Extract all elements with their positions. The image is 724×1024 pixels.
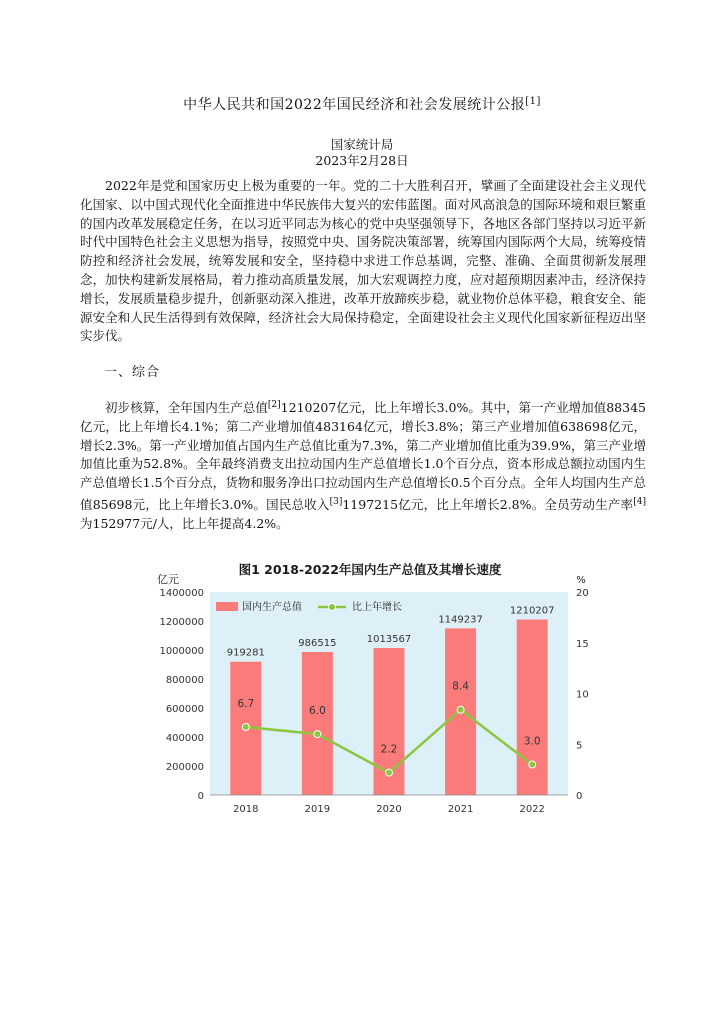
growth-point-2018 (242, 723, 249, 730)
summary-paragraph (80, 396, 646, 534)
intro-paragraph (80, 177, 646, 346)
left-tick-label: 600000 (165, 704, 204, 715)
left-tick-label: 1000000 (159, 646, 204, 657)
x-tick-label: 2020 (376, 804, 402, 815)
growth-value-label: 6.7 (237, 697, 255, 710)
left-axis-unit: 亿元 (157, 573, 179, 586)
legend-line-marker (329, 604, 336, 611)
growth-value-label: 2.2 (380, 743, 398, 756)
right-tick-label: 5 (576, 740, 583, 752)
left-tick-label: 800000 (165, 675, 204, 686)
summary-text-b: 1210207亿元，比上年增长3.0%。其中，第一产业增加值88345亿元，比上年增长4.1%；第二产业增加值483164亿元，增长3.8%；第三产业增加值638698亿元，增长2.3%。第一产业增加值占国内生产总值比重为7.3%，第二产业增加值比重为39.9%，第三产业增加值比重为52.8%。全年最终消费支出拉动国内生产总值增长1.0个百分点，资本形成总额拉动国内生产总值增长1.5个百分点，货物和服务净出口拉动国内生产总值增长0.5个百分点。全年人均国内生产总值85698元，比上年增长3.0%。国民总收入 (80, 400, 646, 512)
right-tick-label: 20 (576, 588, 589, 599)
right-tick-label: 15 (576, 638, 589, 650)
growth-point-2019 (314, 731, 321, 738)
growth-point-2022 (529, 761, 536, 768)
x-tick-label: 2021 (447, 804, 474, 815)
summary-text-a: 初步核算，全年国内生产总值 (105, 400, 268, 415)
summary-text-d: 为152977元/人，比上年提高4.2%。 (80, 515, 289, 531)
bar-value-label: 1149237 (438, 614, 483, 626)
publish-date: 2023年2月28日 (315, 153, 409, 168)
footnote-ref-1[interactable]: [1] (525, 96, 541, 107)
bar-2022 (517, 620, 548, 795)
footnote-ref-3[interactable]: [3] (329, 496, 343, 507)
title-text: 中华人民共和国2022年国民经济和社会发展统计公报 (183, 97, 526, 113)
x-tick-label: 2019 (304, 804, 331, 815)
growth-point-2020 (386, 769, 393, 776)
growth-value-label: 6.0 (309, 705, 326, 718)
intro-text: 2022年是党和国家历史上极为重要的一年。党的二十大胜利召开，擘画了全面建设社会主义现代化国家、以中国式现代化全面推进中华民族伟大复兴的宏伟蓝图。面对风高浪急的国际环境和艰巨繁重的国内改革发展稳定任务，在以习近平同志为核心的党中央坚强领导下，各地区各部门坚持以习近平新时代中国特色社会主义思想为指导，按照党中央、国务院决策部署，统筹国内国际两个大局，统筹疫情防控和经济社会发展，统筹发展和安全，坚持稳中求进工作总基调，完整、准确、全面贯彻新发展理念，加快构建新发展格局，着力推动高质量发展，加大宏观调控力度，应对超预期因素冲击，经济保持增长，发展质量稳步提升，创新驱动深入推进，改革开放蹄疾步稳，就业物价总体平稳，粮食安全、能源安全和人民生活得到有效保障，经济社会大局保持稳定，全面建设社会主义现代化国家新征程迈出坚实步伐。 (80, 178, 646, 344)
footnote-ref-4[interactable]: [4] (633, 496, 646, 507)
legend-bar-label: 国内生产总值 (242, 602, 302, 613)
growth-point-2021 (457, 706, 464, 713)
agency-name: 国家统计局 (330, 137, 394, 152)
left-tick-label: 200000 (165, 762, 204, 773)
chart-title: 图1 2018-2022年国内生产总值及其增长速度 (238, 562, 502, 577)
footnote-ref-2[interactable]: [2] (267, 400, 281, 410)
left-tick-label: 400000 (165, 733, 204, 744)
summary-text-c: 1197215亿元，比上年增长2.8%。全员劳动生产率 (342, 496, 634, 512)
bar-value-label: 986515 (298, 637, 337, 649)
bar-value-label: 919281 (226, 647, 265, 659)
bar-2019 (302, 652, 333, 795)
left-tick-label: 1200000 (159, 617, 204, 628)
section-heading: 一、综合 (104, 365, 161, 380)
left-tick-label: 1400000 (159, 588, 204, 599)
growth-value-label: 8.4 (452, 680, 469, 693)
legend-bar-swatch (216, 602, 238, 611)
gdp-chart (140, 557, 600, 819)
document-title (0, 94, 724, 114)
left-tick-label: 0 (197, 791, 204, 802)
gdp-chart-svg (140, 557, 600, 819)
legend-line-label: 比上年增长 (352, 602, 402, 613)
growth-value-label: 3.0 (523, 735, 541, 748)
right-tick-label: 0 (576, 791, 583, 802)
x-tick-label: 2018 (233, 804, 259, 815)
right-tick-label: 10 (576, 689, 589, 701)
bar-value-label: 1013567 (366, 634, 412, 646)
right-axis-unit: % (576, 575, 586, 586)
bar-value-label: 1210207 (509, 605, 555, 617)
x-tick-label: 2022 (519, 804, 545, 815)
